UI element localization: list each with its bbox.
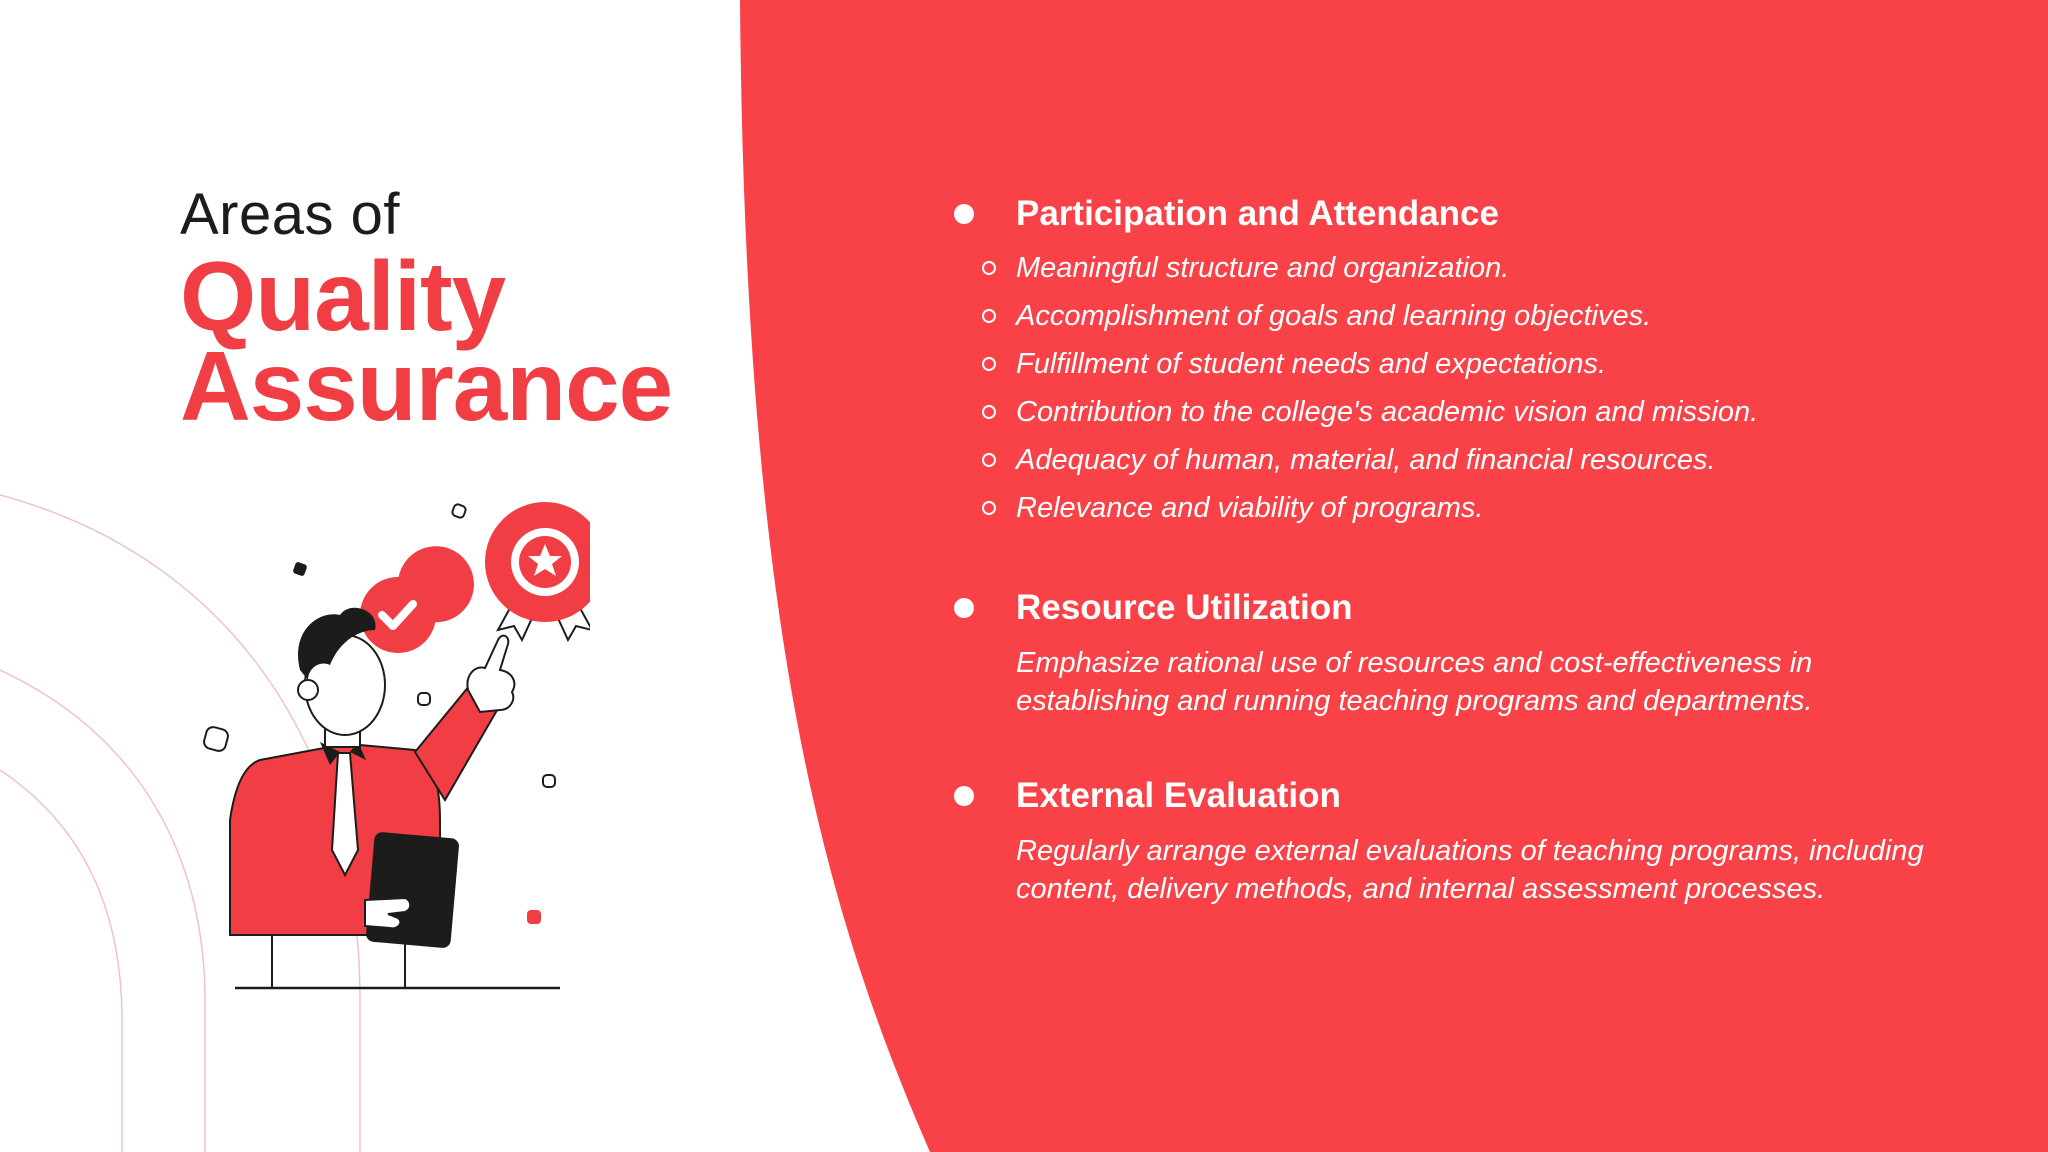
list-item	[1016, 436, 1950, 484]
title-line-3: Assurance	[180, 331, 673, 441]
list-item	[1016, 388, 1950, 436]
section-resource-utilization	[950, 584, 1950, 720]
list-item-text: Adequacy of human, material, and financial resources.	[1016, 444, 1716, 476]
decor-square-icon	[203, 726, 230, 753]
title-line-2: Quality	[180, 241, 506, 351]
section-heading: Resource Utilization	[1016, 588, 1353, 627]
circle-bullet-icon	[982, 261, 996, 275]
decorative-arc-middle	[0, 670, 205, 1152]
check-badge-icon	[360, 546, 474, 653]
man-with-clipboard-illustration	[190, 490, 590, 1010]
section-participation	[950, 190, 1950, 532]
pointing-hand	[467, 636, 514, 712]
decor-square-icon	[543, 775, 555, 787]
list-item	[1016, 244, 1950, 292]
clipboard	[365, 832, 459, 949]
sub-list	[1016, 244, 1950, 532]
title-block	[180, 180, 740, 441]
list-item-text: Relevance and viability of programs.	[1016, 492, 1484, 524]
list-item-text: Contribution to the college's academic vision and mission.	[1016, 396, 1759, 428]
section-external-evaluation	[950, 772, 1950, 908]
award-ribbon-icon	[485, 502, 590, 640]
section-heading: External Evaluation	[1016, 776, 1341, 815]
list-item	[1016, 484, 1950, 532]
list-item	[1016, 292, 1950, 340]
list-item	[1016, 340, 1950, 388]
circle-bullet-icon	[982, 453, 996, 467]
decor-square-icon	[292, 561, 307, 576]
ear	[298, 680, 318, 700]
decor-square-icon	[451, 503, 466, 518]
circle-bullet-icon	[982, 405, 996, 419]
decor-square-icon	[418, 693, 430, 705]
decorative-arc-inner	[0, 770, 122, 1152]
bullet-icon	[954, 786, 974, 806]
decor-square-icon	[527, 910, 541, 924]
bullet-icon	[954, 598, 974, 618]
list-item-text: Meaningful structure and organization.	[1016, 252, 1510, 284]
list-item-text: Fulfillment of student needs and expectations.	[1016, 348, 1607, 380]
circle-bullet-icon	[982, 309, 996, 323]
section-heading: Participation and Attendance	[1016, 194, 1499, 233]
list-item-text: Accomplishment of goals and learning objectives.	[1016, 300, 1652, 332]
title-line-1: Areas of	[180, 182, 400, 247]
content-panel	[950, 190, 1950, 908]
circle-bullet-icon	[982, 357, 996, 371]
bullet-icon	[954, 204, 974, 224]
circle-bullet-icon	[982, 501, 996, 515]
section-description: Regularly arrange external evaluations of teaching programs, including content, delivery methods, and internal assessment processes.	[1016, 835, 1924, 905]
section-description: Emphasize rational use of resources and cost-effectiveness in establishing and running teaching programs and departments.	[1016, 647, 1813, 717]
